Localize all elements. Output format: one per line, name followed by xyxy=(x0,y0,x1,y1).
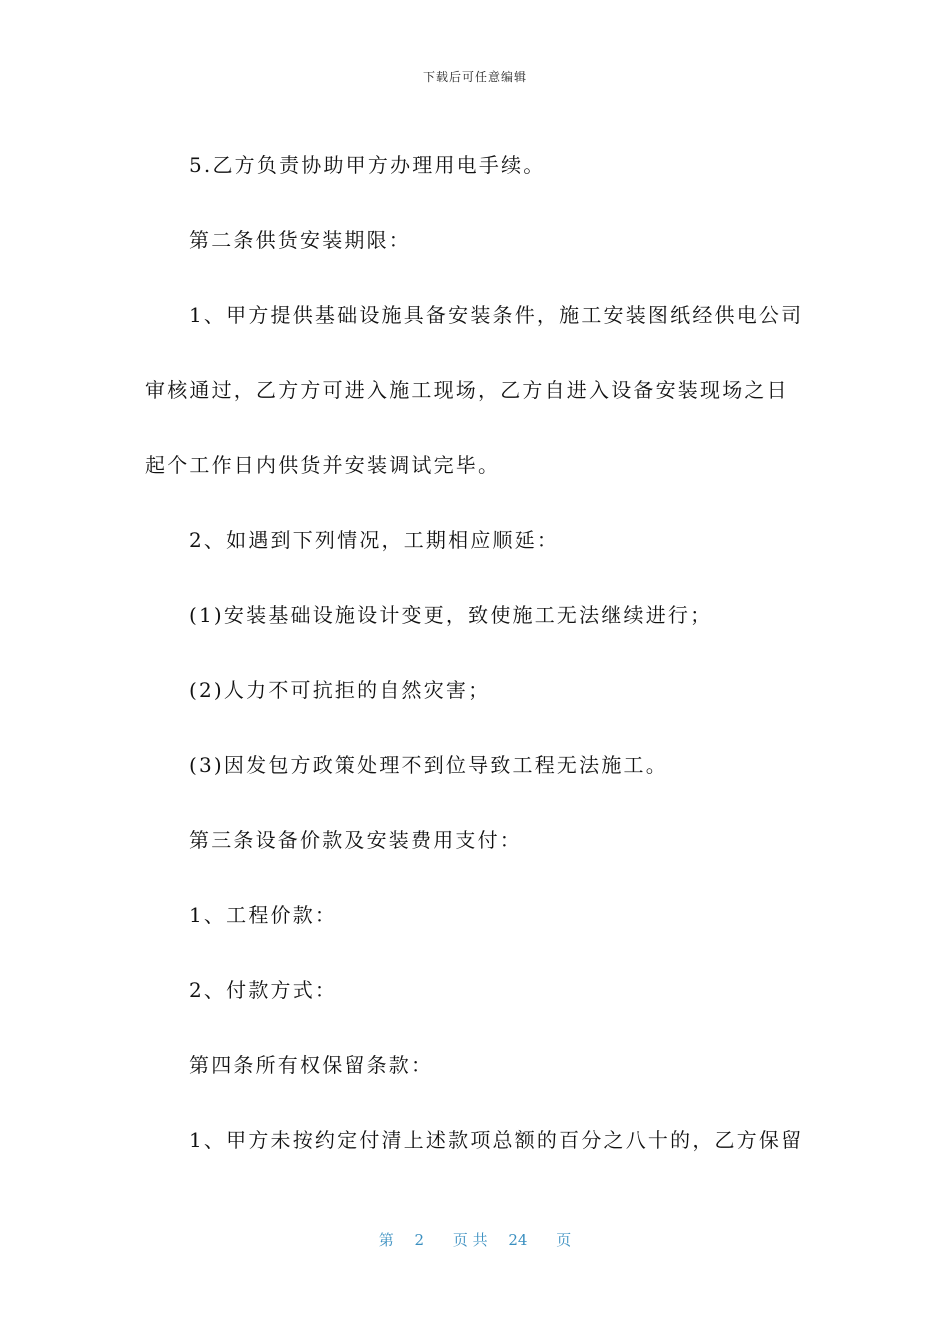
total-pages-number: 24 xyxy=(508,1231,528,1249)
paragraph-continuation: 审核通过，乙方方可进入施工现场，乙方自进入设备安装现场之日 xyxy=(145,378,789,402)
paragraph: 1、甲方未按约定付清上述款项总额的百分之八十的，乙方保留 xyxy=(189,1128,804,1152)
paragraph-continuation: 起个工作日内供货并安装调试完毕。 xyxy=(145,453,501,477)
section-heading: 第四条所有权保留条款： xyxy=(189,1053,434,1077)
section-heading: 第二条供货安装期限： xyxy=(189,228,411,252)
paragraph: 5.乙方负责协助甲方办理用电手续。 xyxy=(189,153,546,177)
page-label-mid: 页 共 xyxy=(452,1231,488,1249)
list-item: (2)人力不可抗拒的自然灾害； xyxy=(189,678,491,702)
paragraph: 2、付款方式： xyxy=(189,978,338,1002)
current-page-number: 2 xyxy=(414,1231,425,1249)
page-label-suffix: 页 xyxy=(556,1231,572,1249)
section-heading: 第三条设备价款及安装费用支付： xyxy=(189,828,522,852)
paragraph: 1、工程价款： xyxy=(189,903,338,927)
paragraph: 1、甲方提供基础设施具备安装条件，施工安装图纸经供电公司 xyxy=(189,303,804,327)
paragraph: 2、如遇到下列情况，工期相应顺延： xyxy=(189,528,560,552)
list-item: (3)因发包方政策处理不到位导致工程无法施工。 xyxy=(189,753,668,777)
document-body xyxy=(145,128,807,1178)
page-footer xyxy=(0,1229,950,1250)
list-item: (1)安装基础设施设计变更，致使施工无法继续进行； xyxy=(189,603,713,627)
page-header-note: 下载后可任意编辑 xyxy=(422,70,527,84)
page-label-prefix: 第 xyxy=(378,1231,394,1249)
